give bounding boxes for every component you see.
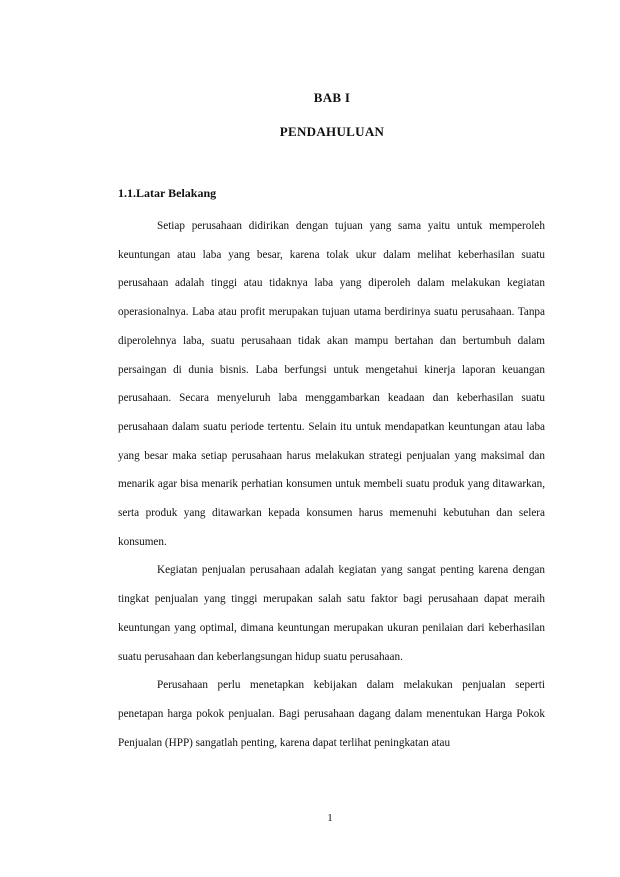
chapter-title: PENDAHULUAN bbox=[279, 124, 385, 139]
section-heading: 1.1.Latar Belakang bbox=[118, 186, 217, 200]
paragraph-3: Perusahaan perlu menetapkan kebijakan dalam melakukan penjualan seperti penetapan harga pokok penjualan. Bagi perusahaan dagang dalam menentukan Harga Pokok Penjualan (HPP) sangatlah penting, karena dapat terlihat peningkatan atau bbox=[118, 679, 545, 749]
paragraph-1: Setiap perusahaan didirikan dengan tujuan yang sama yaitu untuk memperoleh keuntungan atau laba yang besar, karena tolak ukur dalam melihat keberhasilan suatu perusahaan adalah tinggi atau tidaknya laba yang diperoleh dalam melakukan kegiatan operasionalnya. Laba atau profit merupakan tujuan utama berdirinya suatu perusahaan. Tanpa diperolehnya laba, suatu perusahaan tidak akan mampu bertahan dan bertumbuh dalam persaingan di dunia bisnis. Laba berfungsi untuk mengetahui kinerja laporan keuangan perusahaan. Secara menyeluruh laba menggambarkan keadaan dan keberhasilan suatu perusahaan dalam suatu periode tertentu. Selain itu untuk mendapatkan keuntungan atau laba yang besar maka setiap perusahaan harus melakukan strategi penjualan yang maksimal dan menarik agar bisa menarik perhatian konsumen untuk membeli suatu produk yang ditawarkan, serta produk yang ditawarkan kepada konsumen harus memenuhi kebutuhan dan selera konsumen. bbox=[118, 220, 545, 548]
paragraph-2: Kegiatan penjualan perusahaan adalah kegiatan yang sangat penting karena dengan tingkat penjualan yang tinggi merupakan salah satu faktor bagi perusahaan dapat meraih keuntungan yang optimal, dimana keuntungan merupakan ukuran penilaian dari keberhasilan suatu perusahaan dan keberlangsungan hidup suatu perusahaan. bbox=[118, 564, 545, 663]
chapter-number: BAB I bbox=[313, 90, 351, 105]
page-number: 1 bbox=[327, 812, 333, 824]
body-text bbox=[118, 212, 545, 757]
